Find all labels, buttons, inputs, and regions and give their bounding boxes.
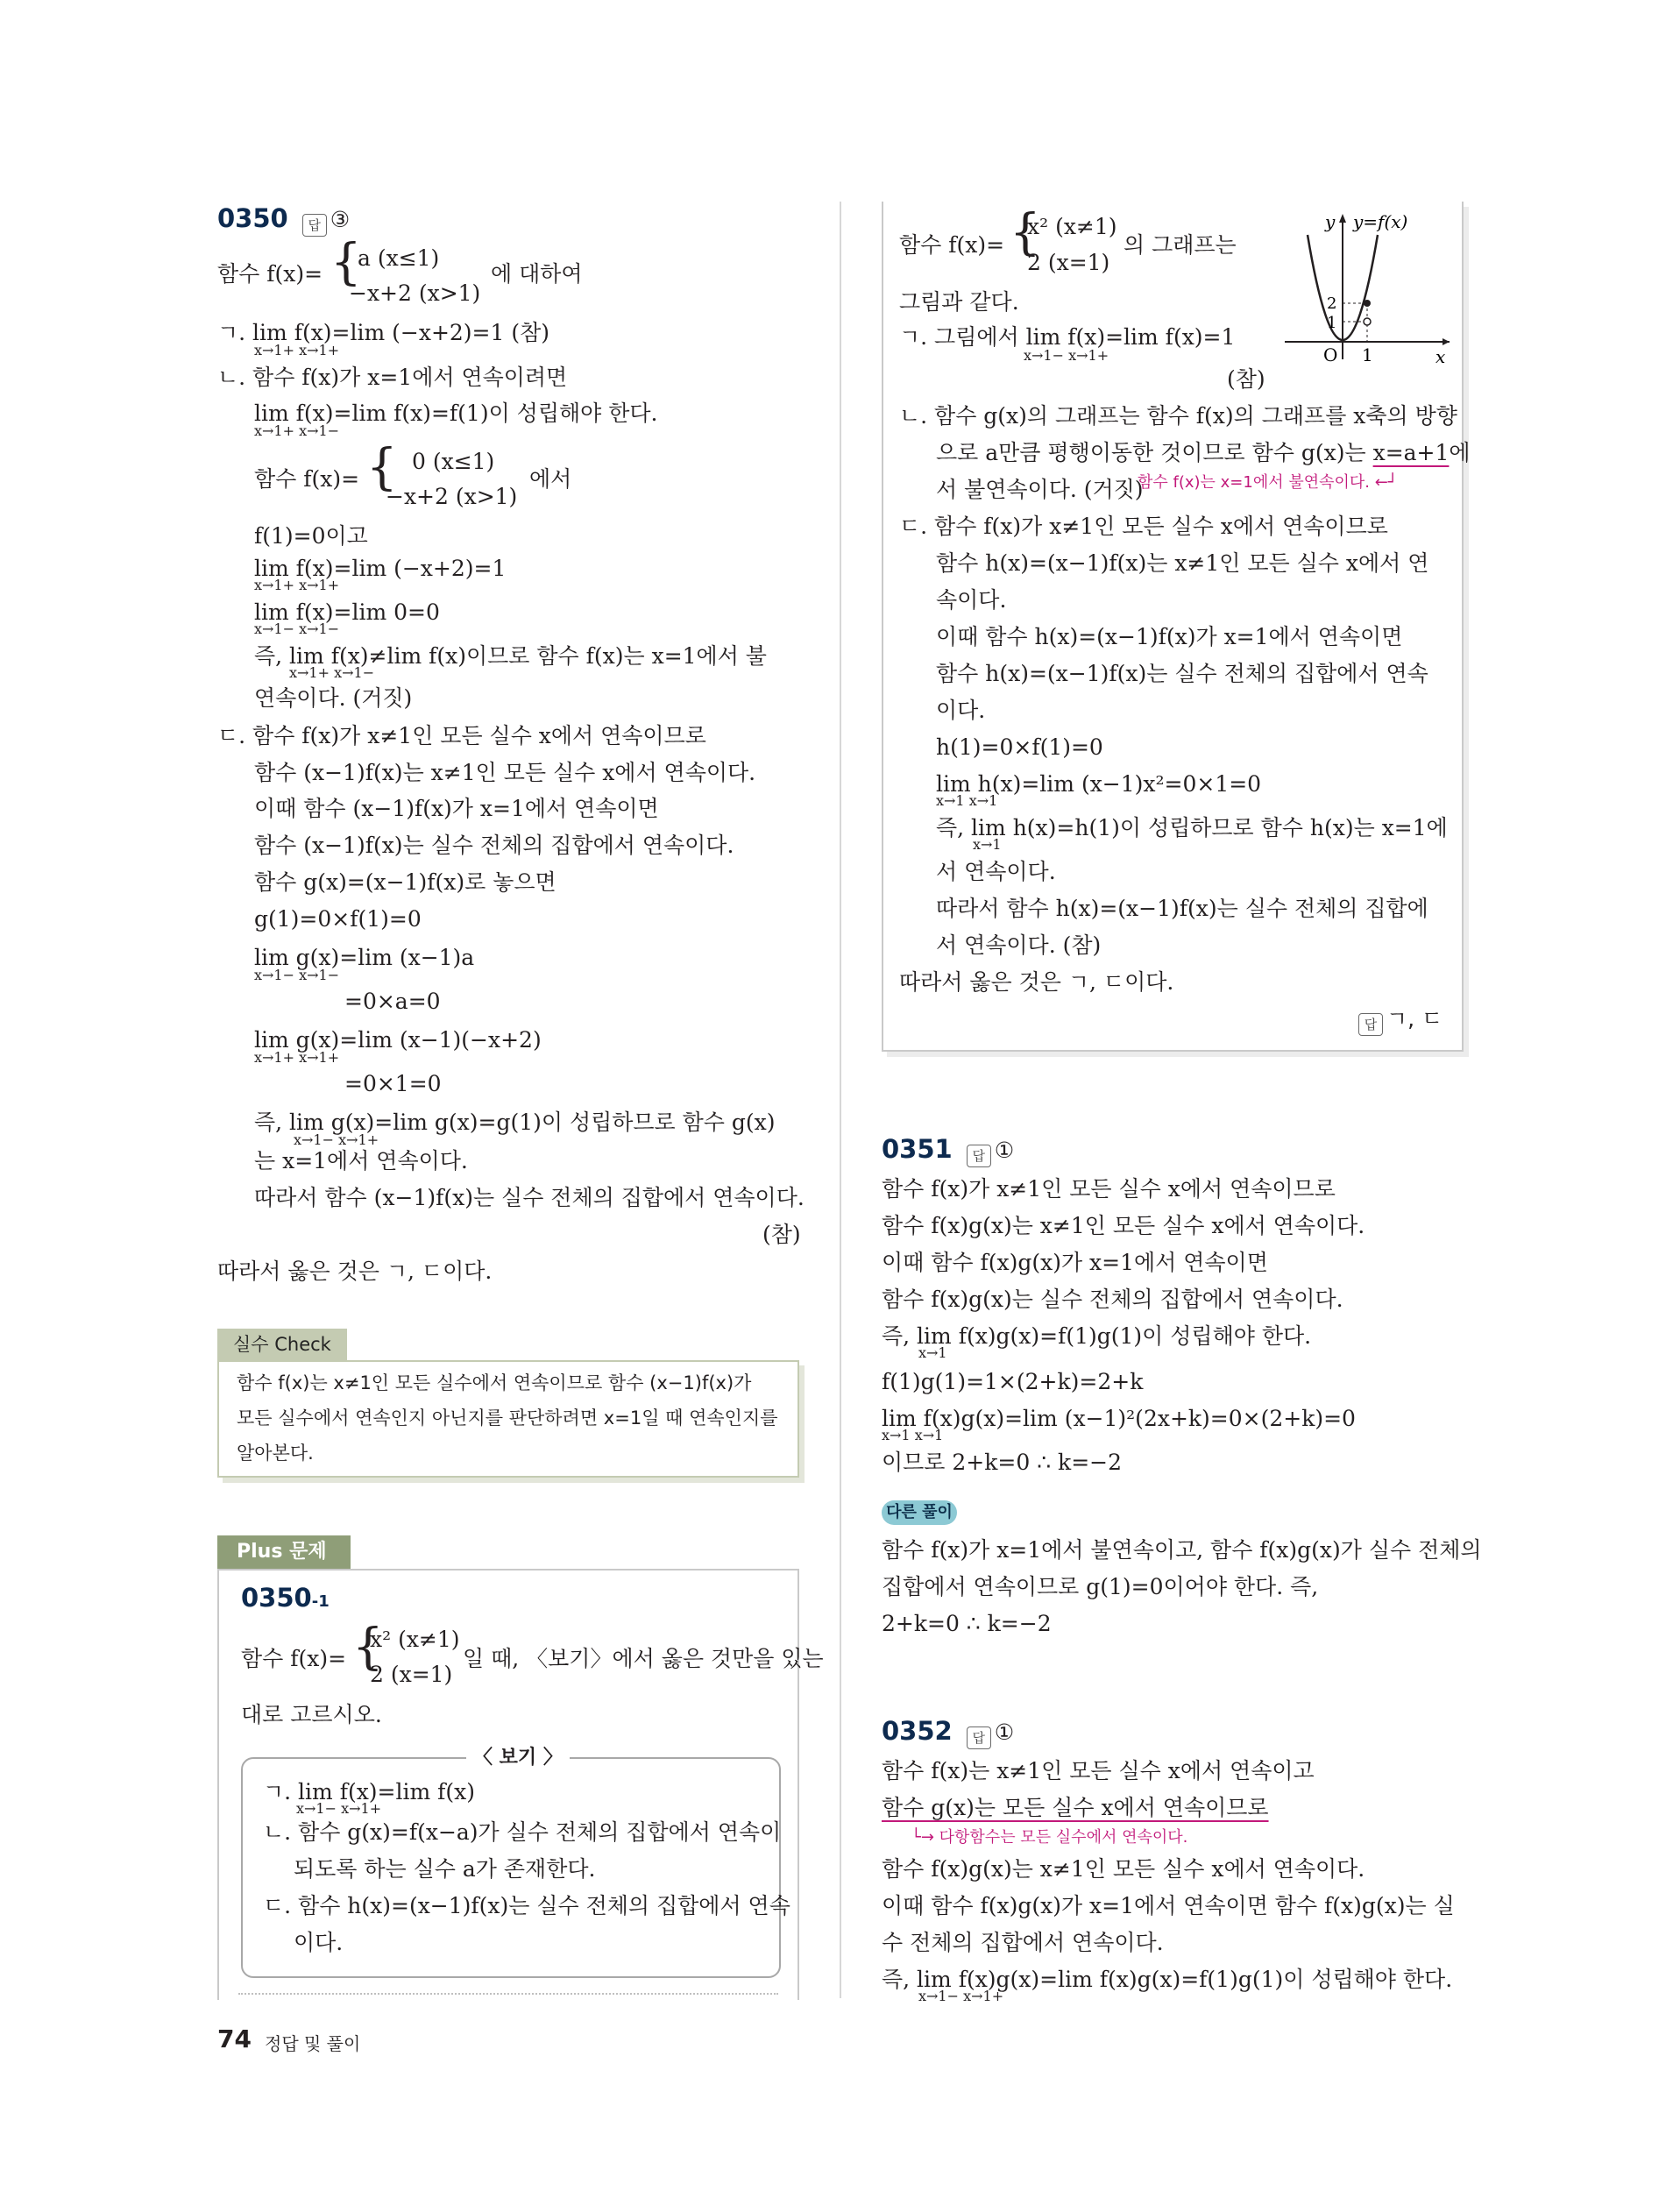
page-section: 정답 및 풀이: [265, 2033, 361, 2054]
curve-label: y=f(x): [1353, 211, 1408, 232]
problem-0351-header: 0351 답 ①: [882, 1134, 1014, 1167]
check-title: 실수 Check: [217, 1329, 347, 1360]
r-line-7: 함수 h(x)=(x−1)f(x)는 x≠1인 모든 실수 x에서 연: [936, 550, 1429, 576]
line-18: =0×1=0: [344, 1071, 442, 1096]
s-line-8: 이므로 2+k=0 ∴ k=−2: [882, 1450, 1123, 1475]
brace-icon: {: [366, 439, 398, 496]
r-line-14: 즉, lim h(x)=h(1)이 성립하므로 함수 h(x)는 x=1에: [936, 815, 1448, 840]
brace-icon: {: [1010, 204, 1041, 261]
plus-bottom-dots: [238, 1993, 778, 1995]
f2-case-1: 0 (x≤1): [412, 449, 495, 474]
t-line-6-sub: x→1− x→1+: [918, 1988, 1004, 2004]
t-line-5: 수 전체의 집합에서 연속이다.: [882, 1930, 1164, 1955]
r-line-1-sub: x→1− x→1+: [1024, 347, 1109, 364]
r-line-5: 서 불연속이다. (거짓): [936, 477, 1144, 502]
line-19-sub: x→1− x→1+: [294, 1131, 379, 1148]
open-point: [1364, 318, 1371, 325]
line-8: 연속이다. (거짓): [254, 685, 413, 711]
x-axis-arrow-icon: [1443, 338, 1450, 345]
t-line-6: 즉, lim f(x)g(x)=lim f(x)g(x)=f(1)g(1)이 성립해야 한다.: [882, 1967, 1453, 1992]
bogi-4: ㄷ. 함수 h(x)=(x−1)f(x)는 실수 전체의 집합에서 연속: [263, 1893, 790, 1918]
r-line-16: 따라서 함수 h(x)=(x−1)f(x)는 실수 전체의 집합에: [936, 896, 1428, 921]
check-line-1: 함수 f(x)는 x≠1인 모든 실수에서 연속이므로 함수 (x−1)f(x)가: [237, 1372, 752, 1393]
r-line-4: 으로 a만큼 평행이동한 것이므로 함수 g(x)는 x=a+1에: [936, 440, 1471, 465]
line-1-sub: x→1+ x→1+: [254, 342, 340, 358]
bogi-5: 이다.: [294, 1930, 344, 1955]
line-13: 함수 g(x)=(x−1)f(x)로 놓으면: [254, 869, 556, 895]
line-12: 함수 (x−1)f(x)는 실수 전체의 집합에서 연속이다.: [254, 833, 734, 858]
r-line-18: 따라서 옳은 것은 ㄱ, ㄷ이다.: [899, 969, 1174, 995]
f2-case-2: −x+2 (x>1): [386, 484, 518, 509]
s-line-10: 집합에서 연속이므로 g(1)=0이어야 한다. 즉,: [882, 1574, 1319, 1599]
problem-0352-header: 0352 답 ①: [882, 1716, 1014, 1749]
problem-0350-header: [217, 203, 350, 237]
r-line-17: 서 연속이다. (참): [936, 932, 1102, 958]
f-def-prefix: 함수 f(x)=: [217, 261, 323, 287]
s-line-7: lim f(x)g(x)=lim (x−1)²(2x+k)=0×(2+k)=0: [882, 1406, 1356, 1431]
column-divider: [840, 202, 841, 1998]
g-line-2: 그림과 같다.: [899, 289, 1019, 315]
pq-line-2: 대로 고르시오.: [241, 1702, 382, 1727]
brace-icon: {: [330, 234, 362, 291]
line-2: ㄴ. 함수 f(x)가 x=1에서 연속이려면: [217, 365, 568, 390]
origin-label: O: [1323, 344, 1338, 365]
line-17-sub: x→1+ x→1+: [254, 1049, 340, 1066]
t-line-1: 함수 f(x)는 x≠1인 모든 실수 x에서 연속이고: [882, 1758, 1315, 1783]
t-note: └→ 다항함수는 모든 실수에서 연속이다.: [911, 1828, 1188, 1847]
problem-number: 0350: [217, 203, 288, 233]
r-line-2: (참): [1227, 366, 1265, 392]
t-line-3: 함수 f(x)g(x)는 x≠1인 모든 실수 x에서 연속이다.: [882, 1856, 1365, 1882]
line-6-sub: x→1− x→1−: [254, 620, 340, 637]
line-14: g(1)=0×f(1)=0: [254, 906, 422, 932]
r-line-15: 서 연속이다.: [936, 859, 1056, 884]
answer-value: ③: [330, 207, 351, 232]
s-line-2: 함수 f(x)g(x)는 x≠1인 모든 실수 x에서 연속이다.: [882, 1213, 1365, 1238]
s-line-1: 함수 f(x)가 x≠1인 모든 실수 x에서 연속이므로: [882, 1176, 1336, 1202]
bogi-1-sub: x→1− x→1+: [296, 1800, 382, 1817]
bogi-3: 되도록 하는 실수 a가 존재한다.: [294, 1856, 596, 1882]
tick-x1: 1: [1362, 344, 1373, 365]
s-line-11: 2+k=0 ∴ k=−2: [882, 1611, 1052, 1636]
answer-icon: 답: [302, 214, 327, 237]
line-5-sub: x→1+ x→1+: [254, 577, 340, 593]
pq-suffix: 일 때, 〈보기〉에서 옳은 것만을 있는: [463, 1646, 824, 1671]
r-line-14-sub: x→1: [973, 836, 1002, 853]
line-19: 즉, lim g(x)=lim g(x)=g(1)이 성립하므로 함수 g(x): [254, 1110, 776, 1135]
r-line-11: 이다.: [936, 698, 986, 723]
s-line-4: 함수 f(x)g(x)는 실수 전체의 집합에서 연속이다.: [882, 1287, 1343, 1312]
r-note: 함수 f(x)는 x=1에서 불연속이다. ←┘: [1138, 473, 1398, 492]
answer-icon: 답: [1358, 1013, 1383, 1036]
pq-case-1: x² (x≠1): [370, 1627, 460, 1652]
check-line-2: 모든 실수에서 연속인지 아닌지를 판단하려면 x=1일 때 연속인지를: [237, 1407, 778, 1429]
r-line-1: ㄱ. 그림에서 lim f(x)=lim f(x)=1: [899, 324, 1236, 350]
answer-icon: 답: [967, 1145, 991, 1167]
r-line-9: 이때 함수 h(x)=(x−1)f(x)가 x=1에서 연속이면: [936, 624, 1403, 649]
g-prefix: 함수 f(x)=: [899, 232, 1005, 258]
s-line-5: 즉, lim f(x)g(x)=f(1)g(1)이 성립해야 한다.: [882, 1323, 1312, 1349]
line-3-sub: x→1+ x→1−: [254, 422, 340, 439]
line-7-sub: x→1+ x→1−: [289, 664, 375, 681]
tick-y1: 1: [1327, 314, 1337, 332]
s-line-5-sub: x→1: [918, 1344, 947, 1361]
line-23: 따라서 옳은 것은 ㄱ, ㄷ이다.: [217, 1259, 493, 1284]
line-15-sub: x→1− x→1−: [254, 967, 340, 983]
f2-prefix: 함수 f(x)=: [254, 466, 360, 492]
pq-case-2: 2 (x=1): [370, 1662, 453, 1687]
line-4: f(1)=0이고: [254, 523, 368, 549]
line-10: 함수 (x−1)f(x)는 x≠1인 모든 실수 x에서 연속이다.: [254, 760, 756, 785]
check-line-3: 알아본다.: [237, 1443, 314, 1464]
f2-suffix: 에서: [529, 466, 572, 492]
line-11: 이때 함수 (x−1)f(x)가 x=1에서 연속이면: [254, 796, 659, 821]
bogi-2: ㄴ. 함수 g(x)=f(x−a)가 실수 전체의 집합에서 연속이: [263, 1819, 782, 1845]
line-3: lim f(x)=lim f(x)=f(1)이 성립해야 한다.: [254, 401, 658, 426]
r-line-13: lim h(x)=lim (x−1)x²=0×1=0: [936, 771, 1262, 797]
g-suffix: 의 그래프는: [1124, 232, 1237, 258]
r-line-10: 함수 h(x)=(x−1)f(x)는 실수 전체의 집합에서 연속: [936, 661, 1428, 686]
line-20: 는 x=1에서 연속이다.: [254, 1148, 468, 1173]
line-1: ㄱ. lim f(x)=lim (−x+2)=1 (참): [217, 320, 550, 345]
tick-y2: 2: [1327, 294, 1337, 313]
y-label: y: [1325, 211, 1336, 232]
r-line-12: h(1)=0×f(1)=0: [936, 734, 1103, 760]
answer-icon: 답: [967, 1726, 991, 1749]
f-case-2: −x+2 (x>1): [349, 280, 481, 306]
s-line-3: 이때 함수 f(x)g(x)가 x=1에서 연속이면: [882, 1250, 1268, 1275]
s-line-9: 함수 f(x)가 x=1에서 불연속이고, 함수 f(x)g(x)가 실수 전체의: [882, 1537, 1482, 1563]
f-def-suffix: 에 대하여: [491, 261, 583, 287]
g-case-2: 2 (x=1): [1027, 250, 1110, 275]
line-22: (참): [762, 1222, 801, 1247]
line-16: =0×a=0: [344, 989, 441, 1014]
r-line-8: 속이다.: [936, 587, 1007, 613]
r-line-13-sub: x→1 x→1: [936, 792, 998, 809]
alt-solution-badge: 다른 풀이: [882, 1500, 957, 1525]
g-case-1: x² (x≠1): [1027, 214, 1117, 239]
bogi-1: ㄱ. lim f(x)=lim f(x): [263, 1779, 475, 1804]
r-line-3: ㄴ. 함수 g(x)의 그래프는 함수 f(x)의 그래프를 x축의 방향: [899, 403, 1457, 429]
t-line-4: 이때 함수 f(x)g(x)가 x=1에서 연속이면 함수 f(x)g(x)는 실: [882, 1893, 1455, 1918]
line-15: lim g(x)=lim (x−1)a: [254, 945, 475, 970]
s-line-7-sub: x→1 x→1: [882, 1427, 944, 1443]
brace-icon: {: [352, 1619, 384, 1676]
line-6: lim f(x)=lim 0=0: [254, 599, 440, 625]
line-7: 즉, lim f(x)≠lim f(x)이므로 함수 f(x)는 x=1에서 불: [254, 643, 767, 669]
bogi-label: 〈 보기 〉: [466, 1742, 570, 1769]
graph-y-eq-fx: [1279, 209, 1455, 366]
page-number: 74: [217, 2024, 252, 2053]
x-label: x: [1435, 346, 1446, 366]
plus-title: Plus 문제: [217, 1535, 351, 1569]
r-line-6: ㄷ. 함수 f(x)가 x≠1인 모든 실수 x에서 연속이므로: [899, 514, 1388, 539]
line-5: lim f(x)=lim (−x+2)=1: [254, 556, 507, 581]
t-line-2: 함수 g(x)는 모든 실수 x에서 연속이므로: [882, 1795, 1269, 1820]
y-axis-arrow-icon: [1339, 214, 1346, 223]
plus-number: 0350-1: [241, 1583, 330, 1613]
line-17: lim g(x)=lim (x−1)(−x+2): [254, 1027, 542, 1053]
s-line-6: f(1)g(1)=1×(2+k)=2+k: [882, 1369, 1144, 1394]
r-line-19: 답 ㄱ, ㄷ: [1358, 1006, 1443, 1036]
line-21: 따라서 함수 (x−1)f(x)는 실수 전체의 집합에서 연속이다.: [254, 1185, 805, 1210]
f-case-1: a (x≤1): [358, 245, 440, 271]
closed-point: [1364, 300, 1371, 307]
pq-prefix: 함수 f(x)=: [241, 1646, 347, 1671]
line-9: ㄷ. 함수 f(x)가 x≠1인 모든 실수 x에서 연속이므로: [217, 723, 706, 748]
